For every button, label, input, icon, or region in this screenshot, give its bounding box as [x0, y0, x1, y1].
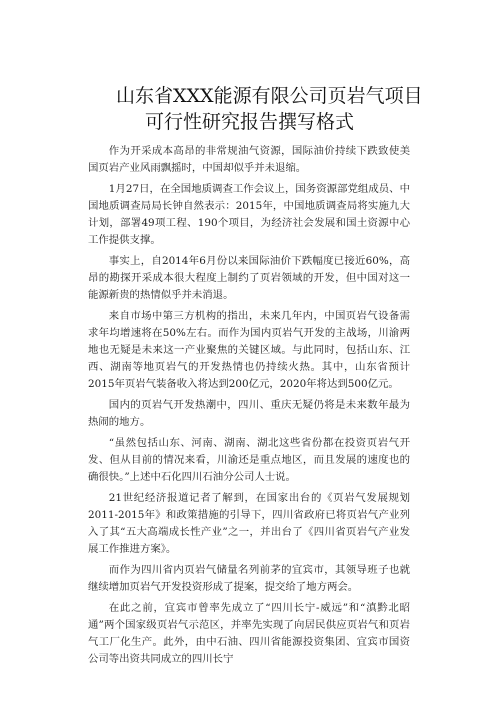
body-paragraph: 而作为四川省内页岩气储量名列前茅的宜宾市，其领导班子也就继续增加页岩气开发投资形成了提案，提交给了地方两会。: [88, 564, 410, 593]
body-paragraph: 事实上，自2014年6月份以来国际油价下跌幅度已接近60%，高昂的勘探开采成本很大程度上制约了页岩领域的开发，但中国对这一能源新贵的热情似乎并未消退。: [88, 255, 410, 301]
document-title-line-1: 山东省XXX能源有限公司页岩气项目: [116, 85, 423, 107]
body-paragraph: “虽然包括山东、河南、湖南、湖北这些省份都在投资页岩气开发、但从目前的情况来看，川渝还是重点地区，而且发展的速度也的确很快。”上述中石化四川石油分公司人士说。: [88, 437, 410, 483]
document-body: [88, 143, 410, 672]
body-paragraph: 作为开采成本高昂的非常规油气资源，国际油价持续下跌致使美国页岩产业风雨飘摇时，中国却似乎并未退缩。: [88, 145, 410, 174]
body-paragraph: 来自市场中第三方机构的指出，未来几年内，中国页岩气设备需求年均增速将在50%左右。而作为国内页岩气开发的主战场，川渝两地也无疑是未来这一产业聚焦的关键区域。与此同时，包括山东、江西、湖南等地页岩气的开发热情也仍持续火热。其中，山东省预计2015年页岩气装备收入将达到200亿元，2020年将达到500亿元。: [88, 310, 410, 390]
body-paragraph: 在此之前，宜宾市曾率先成立了“四川长宁-威远”和“滇黔北昭通”两个国家级页岩气示范区，并率先实现了向居民供应页岩气和页岩气工厂化生产。此外，由中石油、四川省能源投资集团、宜宾市国资公司等出资共同成立的四川长宁: [88, 602, 410, 665]
document-title-line-2: 可行性研究报告撰写格式: [145, 111, 355, 133]
body-paragraph: 国内的页岩气开发热潮中，四川、重庆无疑仍将是未来数年最为热闹的地方。: [88, 399, 410, 428]
body-paragraph: 1月27日，在全国地质调查工作会议上，国务资源部党组成员、中国地质调查局局长钟自然表示：2015年，中国地质调查局将实施九大计划，部署49项工程、190个项目，为经济社会发展和国土资源中心工作提供支撑。: [88, 183, 410, 246]
body-paragraph: 21世纪经济报道记者了解到，在国家出台的《页岩气发展规划2011-2015年》和政策措施的引导下，四川省政府已将页岩气产业列入了其“五大高端成长性产业”之一，并出台了《四川省页岩气产业发展工作推进方案》。: [88, 492, 410, 555]
